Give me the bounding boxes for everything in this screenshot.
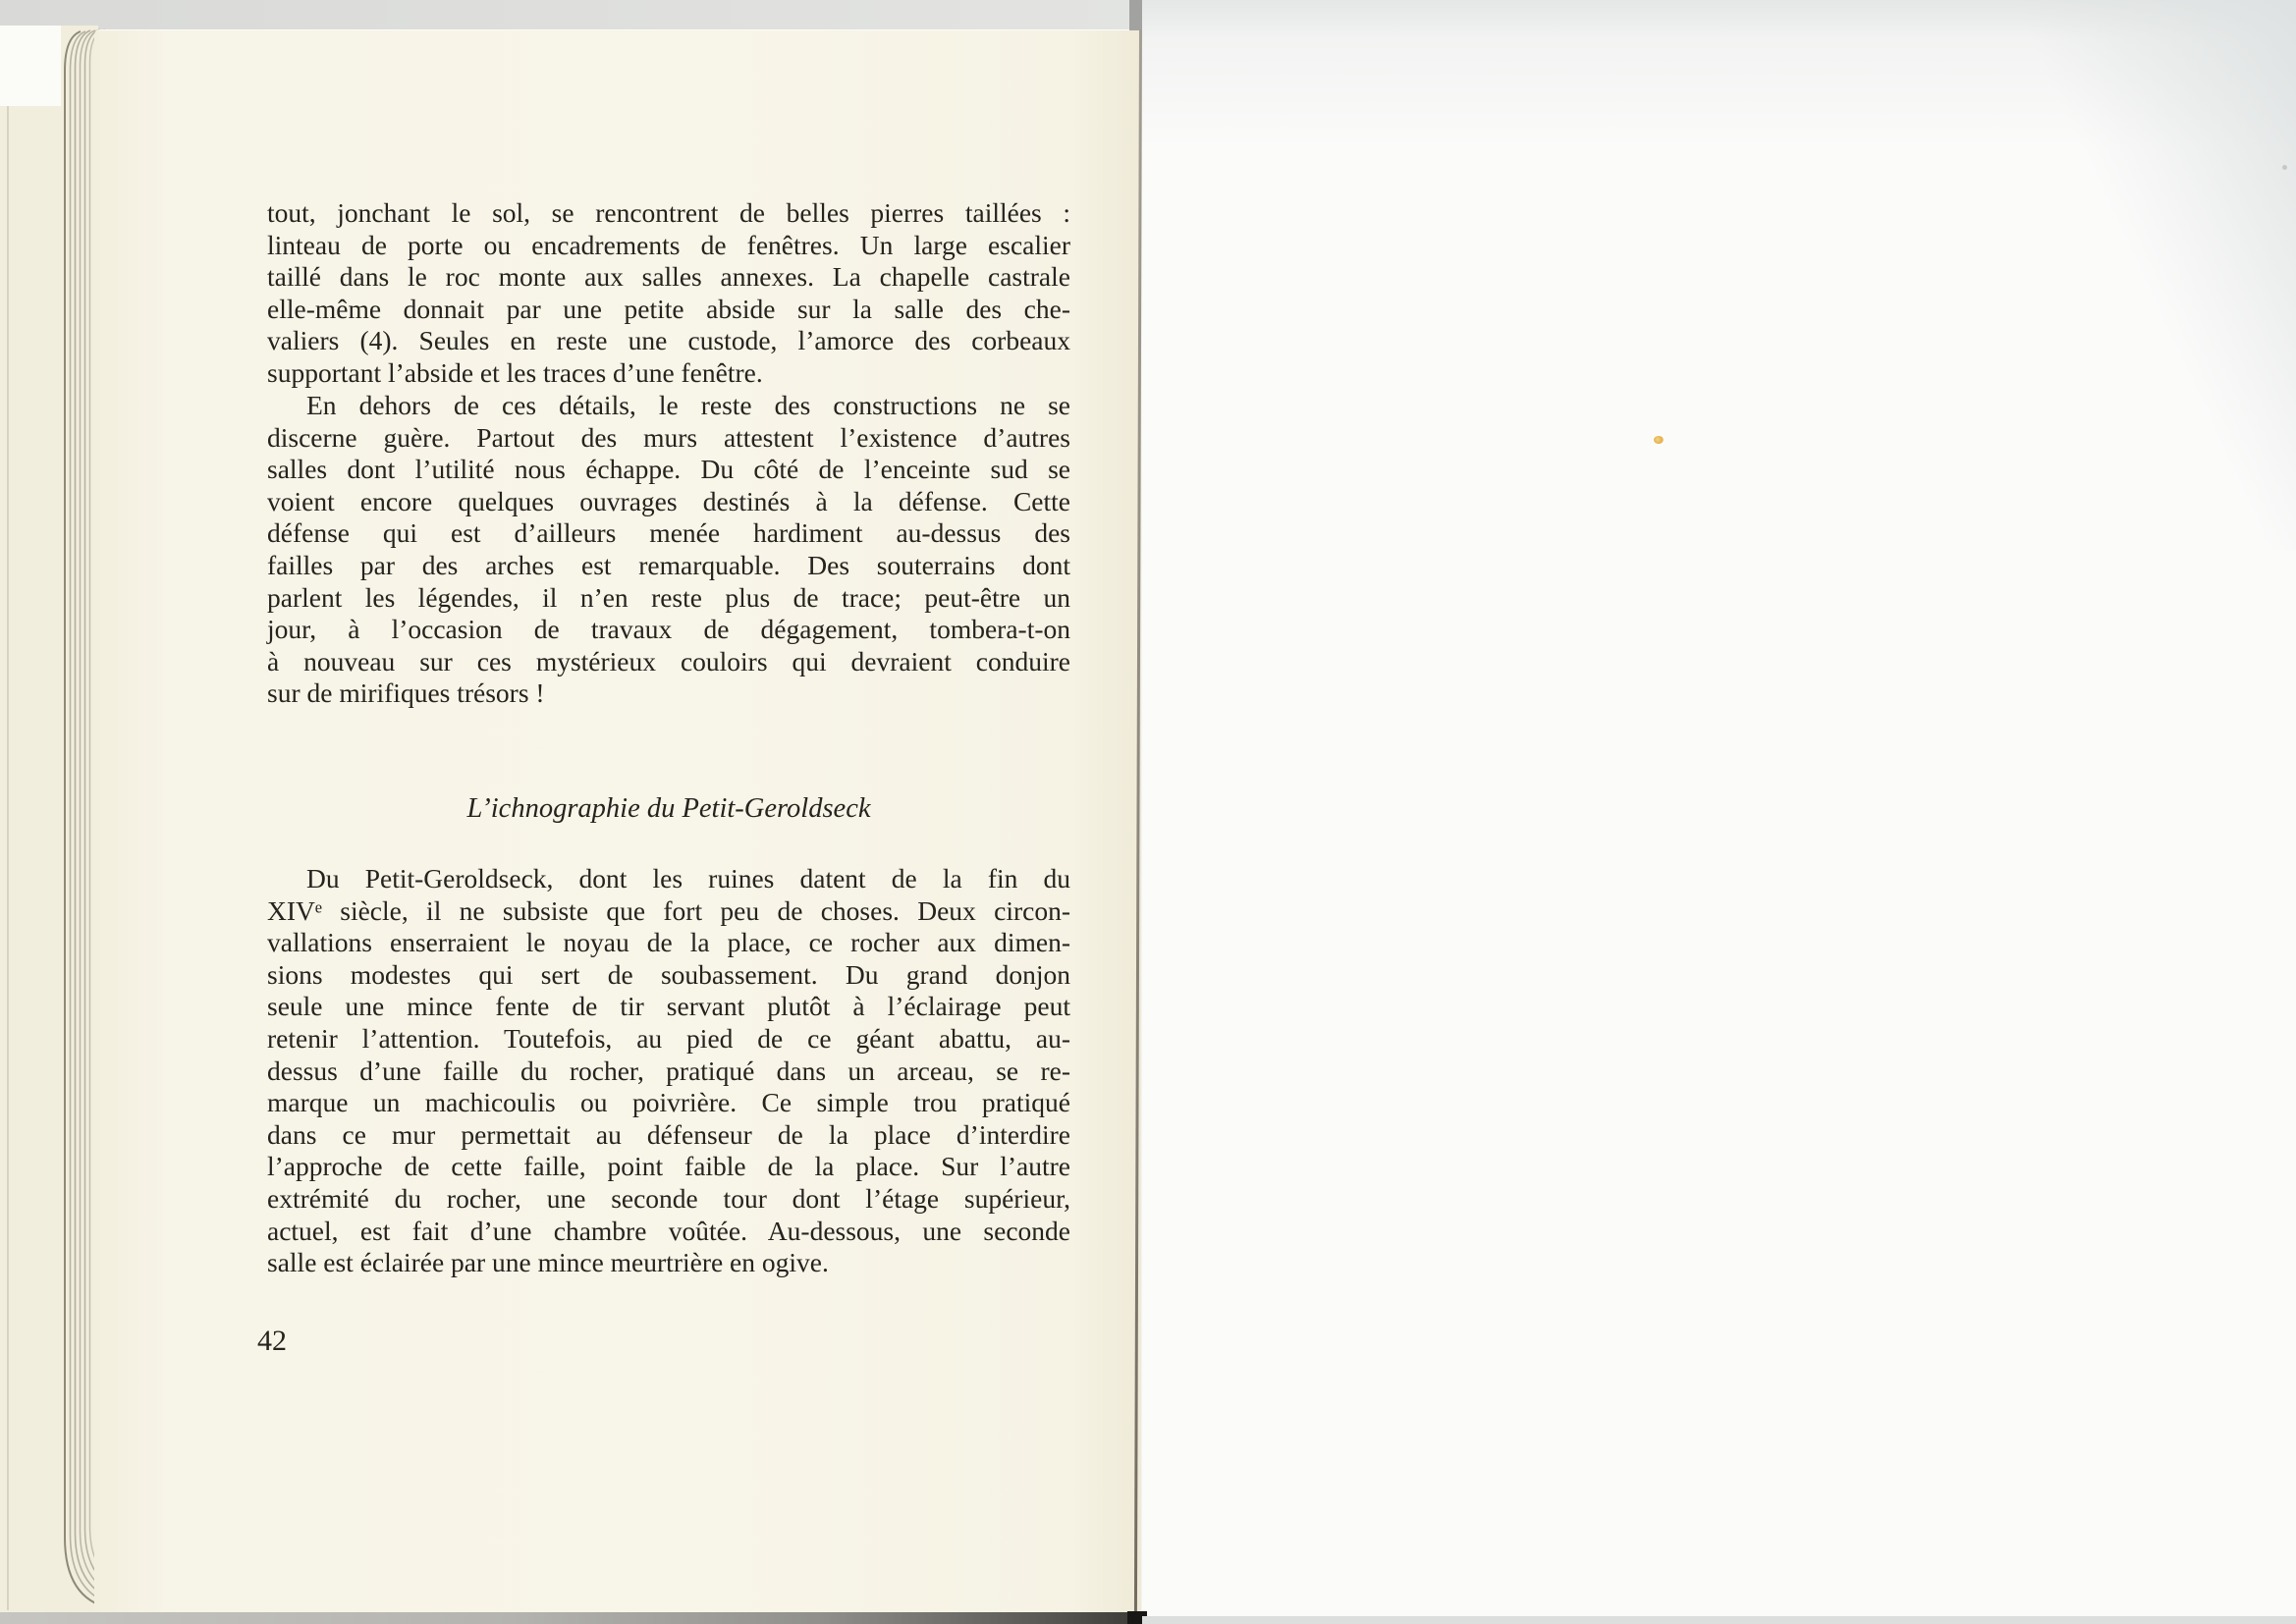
text-line: sions modestes qui sert de soubassement. Du grand donjon (267, 958, 1070, 990)
text-line: dans ce mur permettait au défenseur de la place d’interdire (267, 1118, 1070, 1150)
text-line: Du Petit-Geroldseck, dont les ruines datent de la fin du (306, 863, 1070, 893)
text-line: En dehors de ces détails, le reste des constructions ne se (306, 390, 1070, 420)
text-line: linteau de porte ou encadrements de fenêtres. Un large escalier (267, 229, 1070, 260)
text-line: elle-même donnait par une petite abside sur la salle des che- (267, 293, 1070, 324)
paper-speck (2282, 165, 2287, 170)
text-line: taillé dans le roc monte aux salles annexes. La chapelle castrale (267, 261, 1070, 293)
text-line: retenir l’attention. Toutefois, au pied de ce géant abattu, au- (267, 1022, 1070, 1054)
text-line: valiers (4). Seules en reste une custode, l’amorce des corbeaux (267, 325, 1070, 356)
text-line: discerne guère. Partout des murs attestent l’existence d’autres (267, 421, 1070, 453)
text-line: failles par des arches est remarquable. Des souterrains dont (267, 549, 1070, 580)
text-line: voient encore quelques ouvrages destinés à la défense. Cette (267, 485, 1070, 516)
text-block (267, 30, 1070, 1613)
text-line: tout, jonchant le sol, se rencontrent de belles pierres taillées : (267, 197, 1070, 228)
left-page (94, 29, 1141, 1613)
paragraph (267, 197, 1070, 390)
text-line: jour, à l’occasion de travaux de dégagement, tombera-t-on (267, 614, 1070, 645)
text-line: vallations enserraient le noyau de la place, ce rocher aux dimen- (267, 927, 1070, 958)
text-line: l’approche de cette faille, point faible de la place. Sur l’autre (267, 1151, 1070, 1182)
text-line: XIVᵉ siècle, il ne subsiste que fort peu de choses. Deux circon- (267, 894, 1070, 926)
right-page-corner-shading (1604, 0, 2296, 550)
text-line: parlent les légendes, il n’en reste plus de trace; peut-être un (267, 581, 1070, 613)
text-line: dessus d’une faille du rocher, pratiqué dans un arceau, se re- (267, 1055, 1070, 1086)
scanner-bottom-band-right (1142, 1616, 2296, 1624)
section-heading: L’ichnographie du Petit-Geroldseck (466, 793, 871, 824)
text-line: défense qui est d’ailleurs menée hardiment au-dessus des (267, 517, 1070, 549)
text-line: salle est éclairée par une mince meurtrière en ogive. (267, 1247, 829, 1278)
text-line: marque un machicoulis ou poivrière. Ce simple trou pratiqué (267, 1087, 1070, 1118)
text-line: extrémité du rocher, une seconde tour dont l’étage supérieur, (267, 1182, 1070, 1214)
scanner-bottom-band-left (0, 1612, 1141, 1624)
text-line: seule une mince fente de tir servant plutôt à l’éclairage peut (267, 991, 1070, 1022)
text-line: supportant l’abside et les traces d’une fenêtre. (267, 356, 763, 388)
paper-speck (1654, 436, 1664, 444)
text-line: à nouveau sur ces mystérieux couloirs qui devraient conduire (267, 645, 1070, 677)
text-line: salles dont l’utilité nous échappe. Du côté de l’enceinte sud se (267, 454, 1070, 485)
paragraph (267, 863, 1070, 1279)
text-line: sur de mirifiques trésors ! (267, 677, 545, 709)
paragraph (267, 390, 1070, 710)
page-number: 42 (257, 1325, 287, 1357)
text-line: actuel, est fait d’une chambre voûtée. Au-dessous, une seconde (267, 1215, 1070, 1246)
right-page-blank (1142, 0, 2296, 1624)
